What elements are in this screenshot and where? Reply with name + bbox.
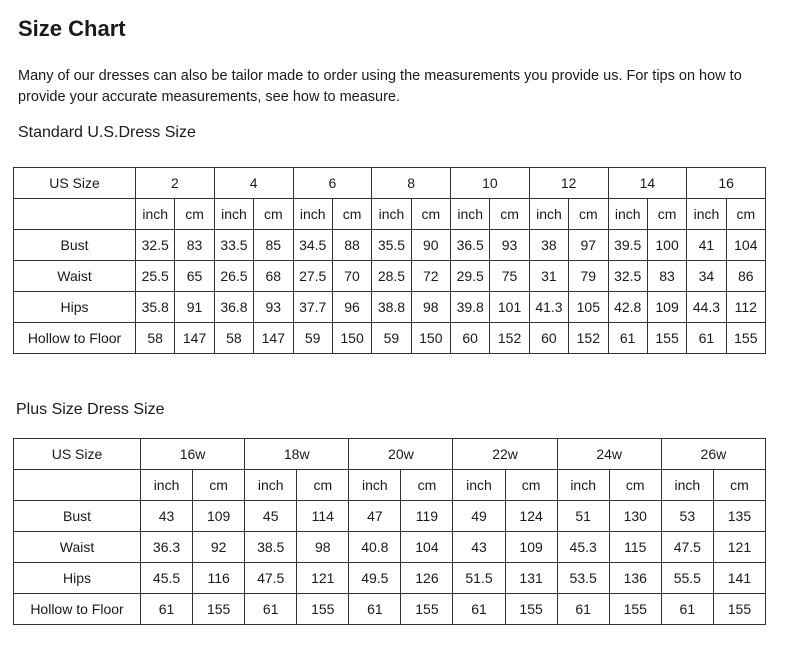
measurement-cell: 58 — [136, 323, 175, 354]
measurement-cell: 38 — [529, 230, 568, 261]
size-header-label: US Size — [14, 439, 141, 470]
measurement-cell: 109 — [505, 532, 557, 563]
measurement-cell: 65 — [175, 261, 214, 292]
measurement-cell: 155 — [505, 594, 557, 625]
unit-cm-cell: cm — [297, 470, 349, 501]
measurement-cell: 119 — [401, 501, 453, 532]
measurement-cell: 90 — [411, 230, 450, 261]
unit-cm-cell: cm — [713, 470, 765, 501]
table-row — [14, 261, 766, 292]
row-label: Hips — [14, 563, 141, 594]
measurement-cell: 41 — [687, 230, 726, 261]
unit-inch-cell: inch — [372, 199, 411, 230]
measurement-cell: 61 — [661, 594, 713, 625]
measurement-cell: 105 — [569, 292, 608, 323]
measurement-cell: 116 — [193, 563, 245, 594]
measurement-cell: 96 — [332, 292, 371, 323]
measurement-cell: 104 — [401, 532, 453, 563]
unit-inch-cell: inch — [293, 199, 332, 230]
measurement-cell: 51.5 — [453, 563, 505, 594]
measurement-cell: 38.8 — [372, 292, 411, 323]
unit-header-row — [14, 199, 766, 230]
measurement-cell: 25.5 — [136, 261, 175, 292]
measurement-cell: 124 — [505, 501, 557, 532]
table-row — [14, 532, 766, 563]
size-header-cell: 26w — [661, 439, 765, 470]
unit-inch-cell: inch — [661, 470, 713, 501]
measurement-cell: 34.5 — [293, 230, 332, 261]
measurement-cell: 35.8 — [136, 292, 175, 323]
measurement-cell: 109 — [193, 501, 245, 532]
unit-inch-cell: inch — [349, 470, 401, 501]
measurement-cell: 114 — [297, 501, 349, 532]
measurement-cell: 26.5 — [214, 261, 253, 292]
measurement-cell: 35.5 — [372, 230, 411, 261]
measurement-cell: 98 — [411, 292, 450, 323]
measurement-cell: 61 — [608, 323, 647, 354]
measurement-cell: 83 — [175, 230, 214, 261]
unit-cm-cell: cm — [647, 199, 686, 230]
page-title: Size Chart — [18, 16, 126, 41]
measurement-cell: 45 — [245, 501, 297, 532]
measurement-cell: 36.5 — [451, 230, 490, 261]
measurement-cell: 60 — [529, 323, 568, 354]
unit-inch-cell: inch — [608, 199, 647, 230]
measurement-cell: 49.5 — [349, 563, 401, 594]
size-header-cell: 4 — [214, 168, 293, 199]
measurement-cell: 68 — [254, 261, 293, 292]
measurement-cell: 109 — [647, 292, 686, 323]
measurement-cell: 88 — [332, 230, 371, 261]
measurement-cell: 152 — [569, 323, 608, 354]
plus-size-table — [13, 438, 766, 625]
size-header-label: US Size — [14, 168, 136, 199]
standard-size-table — [13, 167, 766, 354]
row-label: Hollow to Floor — [14, 594, 141, 625]
measurement-cell: 42.8 — [608, 292, 647, 323]
unit-inch-cell: inch — [214, 199, 253, 230]
measurement-cell: 58 — [214, 323, 253, 354]
measurement-cell: 70 — [332, 261, 371, 292]
unit-inch-cell: inch — [245, 470, 297, 501]
unit-cm-cell: cm — [569, 199, 608, 230]
measurement-cell: 32.5 — [136, 230, 175, 261]
measurement-cell: 61 — [557, 594, 609, 625]
measurement-cell: 51 — [557, 501, 609, 532]
measurement-cell: 93 — [490, 230, 529, 261]
measurement-cell: 53.5 — [557, 563, 609, 594]
measurement-cell: 155 — [726, 323, 765, 354]
measurement-cell: 61 — [453, 594, 505, 625]
measurement-cell: 100 — [647, 230, 686, 261]
measurement-cell: 45.5 — [141, 563, 193, 594]
row-label: Waist — [14, 261, 136, 292]
measurement-cell: 61 — [245, 594, 297, 625]
table-row — [14, 501, 766, 532]
measurement-cell: 155 — [193, 594, 245, 625]
size-header-row — [14, 439, 766, 470]
measurement-cell: 59 — [372, 323, 411, 354]
measurement-cell: 61 — [141, 594, 193, 625]
table-row — [14, 230, 766, 261]
measurement-cell: 121 — [297, 563, 349, 594]
size-header-cell: 6 — [293, 168, 372, 199]
measurement-cell: 37.7 — [293, 292, 332, 323]
measurement-cell: 40.8 — [349, 532, 401, 563]
measurement-cell: 98 — [297, 532, 349, 563]
measurement-cell: 135 — [713, 501, 765, 532]
measurement-cell: 85 — [254, 230, 293, 261]
measurement-cell: 91 — [175, 292, 214, 323]
size-header-row — [14, 168, 766, 199]
unit-inch-cell: inch — [451, 199, 490, 230]
measurement-cell: 155 — [647, 323, 686, 354]
measurement-cell: 39.8 — [451, 292, 490, 323]
measurement-cell: 29.5 — [451, 261, 490, 292]
size-header-cell: 14 — [608, 168, 687, 199]
measurement-cell: 97 — [569, 230, 608, 261]
measurement-cell: 121 — [713, 532, 765, 563]
measurement-cell: 126 — [401, 563, 453, 594]
unit-cm-cell: cm — [332, 199, 371, 230]
unit-cm-cell: cm — [411, 199, 450, 230]
measurement-cell: 136 — [609, 563, 661, 594]
measurement-cell: 49 — [453, 501, 505, 532]
unit-header-blank — [14, 199, 136, 230]
size-header-cell: 16 — [687, 168, 766, 199]
measurement-cell: 75 — [490, 261, 529, 292]
measurement-cell: 155 — [713, 594, 765, 625]
unit-inch-cell: inch — [529, 199, 568, 230]
unit-inch-cell: inch — [141, 470, 193, 501]
measurement-cell: 101 — [490, 292, 529, 323]
size-header-cell: 10 — [451, 168, 530, 199]
measurement-cell: 131 — [505, 563, 557, 594]
size-header-cell: 18w — [245, 439, 349, 470]
measurement-cell: 32.5 — [608, 261, 647, 292]
measurement-cell: 61 — [687, 323, 726, 354]
unit-cm-cell: cm — [193, 470, 245, 501]
unit-inch-cell: inch — [557, 470, 609, 501]
measurement-cell: 59 — [293, 323, 332, 354]
table-row — [14, 563, 766, 594]
measurement-cell: 55.5 — [661, 563, 713, 594]
measurement-cell: 92 — [193, 532, 245, 563]
row-label: Hollow to Floor — [14, 323, 136, 354]
measurement-cell: 141 — [713, 563, 765, 594]
measurement-cell: 104 — [726, 230, 765, 261]
measurement-cell: 83 — [647, 261, 686, 292]
table-row — [14, 323, 766, 354]
size-header-cell: 16w — [141, 439, 245, 470]
measurement-cell: 31 — [529, 261, 568, 292]
unit-inch-cell: inch — [687, 199, 726, 230]
measurement-cell: 93 — [254, 292, 293, 323]
measurement-cell: 130 — [609, 501, 661, 532]
measurement-cell: 60 — [451, 323, 490, 354]
table-row — [14, 292, 766, 323]
measurement-cell: 152 — [490, 323, 529, 354]
row-label: Bust — [14, 230, 136, 261]
measurement-cell: 147 — [254, 323, 293, 354]
measurement-cell: 61 — [349, 594, 401, 625]
measurement-cell: 155 — [609, 594, 661, 625]
unit-cm-cell: cm — [609, 470, 661, 501]
row-label: Waist — [14, 532, 141, 563]
row-label: Hips — [14, 292, 136, 323]
measurement-cell: 47 — [349, 501, 401, 532]
row-label: Bust — [14, 501, 141, 532]
intro-text: Many of our dresses can also be tailor made to order using the measurements you provide us. For tips on how to provide your accurate measurements, see how to measure. — [18, 68, 742, 105]
unit-cm-cell: cm — [401, 470, 453, 501]
unit-cm-cell: cm — [175, 199, 214, 230]
measurement-cell: 47.5 — [245, 563, 297, 594]
size-header-cell: 22w — [453, 439, 557, 470]
size-header-cell: 20w — [349, 439, 453, 470]
measurement-cell: 43 — [141, 501, 193, 532]
measurement-cell: 43 — [453, 532, 505, 563]
size-header-cell: 8 — [372, 168, 451, 199]
table-row — [14, 594, 766, 625]
measurement-cell: 155 — [297, 594, 349, 625]
measurement-cell: 41.3 — [529, 292, 568, 323]
measurement-cell: 34 — [687, 261, 726, 292]
unit-cm-cell: cm — [254, 199, 293, 230]
measurement-cell: 86 — [726, 261, 765, 292]
measurement-cell: 36.8 — [214, 292, 253, 323]
unit-cm-cell: cm — [490, 199, 529, 230]
unit-header-row — [14, 470, 766, 501]
measurement-cell: 28.5 — [372, 261, 411, 292]
unit-cm-cell: cm — [726, 199, 765, 230]
measurement-cell: 33.5 — [214, 230, 253, 261]
measurement-cell: 39.5 — [608, 230, 647, 261]
unit-inch-cell: inch — [453, 470, 505, 501]
measurement-cell: 72 — [411, 261, 450, 292]
measurement-cell: 53 — [661, 501, 713, 532]
plus-size-title: Plus Size Dress Size — [16, 401, 165, 418]
measurement-cell: 115 — [609, 532, 661, 563]
measurement-cell: 27.5 — [293, 261, 332, 292]
size-header-cell: 12 — [529, 168, 608, 199]
unit-inch-cell: inch — [136, 199, 175, 230]
measurement-cell: 38.5 — [245, 532, 297, 563]
unit-cm-cell: cm — [505, 470, 557, 501]
measurement-cell: 150 — [332, 323, 371, 354]
measurement-cell: 36.3 — [141, 532, 193, 563]
measurement-cell: 45.3 — [557, 532, 609, 563]
measurement-cell: 150 — [411, 323, 450, 354]
size-header-cell: 2 — [136, 168, 215, 199]
measurement-cell: 79 — [569, 261, 608, 292]
measurement-cell: 47.5 — [661, 532, 713, 563]
measurement-cell: 147 — [175, 323, 214, 354]
measurement-cell: 44.3 — [687, 292, 726, 323]
unit-header-blank — [14, 470, 141, 501]
standard-size-title: Standard U.S.Dress Size — [18, 124, 196, 141]
size-header-cell: 24w — [557, 439, 661, 470]
measurement-cell: 112 — [726, 292, 765, 323]
measurement-cell: 155 — [401, 594, 453, 625]
